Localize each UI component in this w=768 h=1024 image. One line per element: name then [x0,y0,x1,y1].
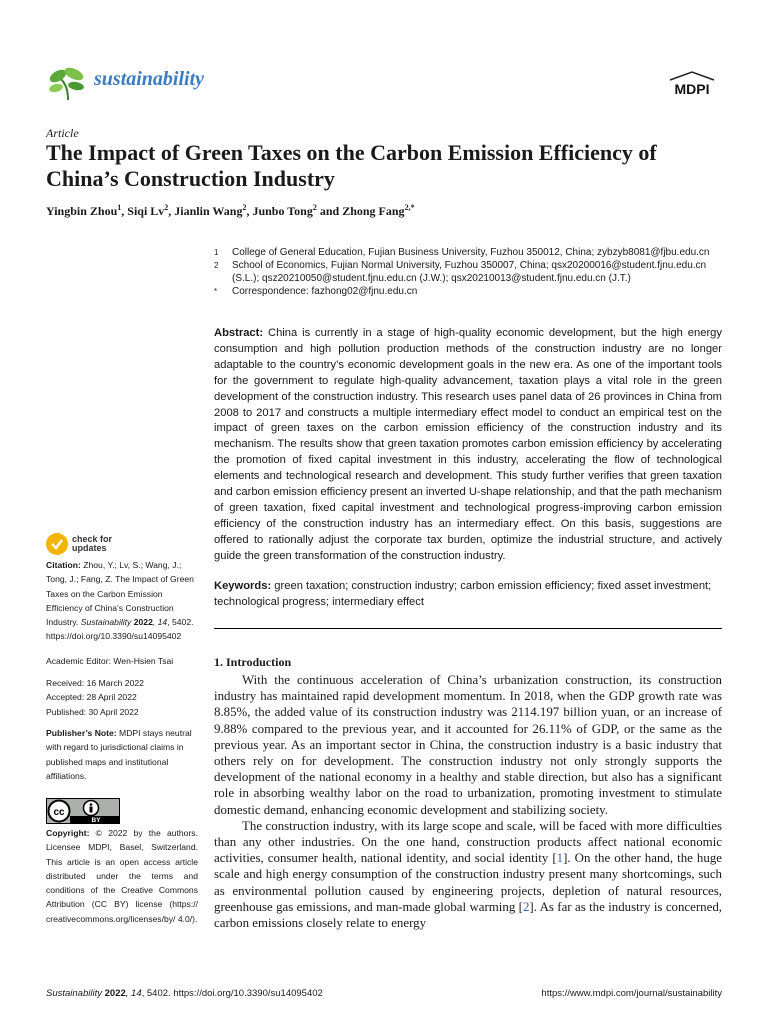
citation-volume: , 14 [152,617,168,628]
dates [46,676,198,719]
affiliations [214,246,734,298]
affiliation-mark: 1 [214,248,219,257]
journal-name[interactable]: sustainability [94,68,205,90]
affiliation-item [214,259,734,285]
abstract-text: China is currently in a stage of high-quality economic development, but the high energy consumption and high pollution production methods of the construction industry are no longer adaptable to the country’s economic development goals in the new era. As one of the important tools for the government to regulate high-quality advancement, taxation plays a vital role in the green development of the construction industry. This research uses panel data of 26 provinces in China from 2008 to 2017 and constructs a multiple intermediary effect model to conduct an empirical test on the impact of green taxes on the carbon emission efficiency of the construction industry and its mechanism. The results show that green taxation promotes carbon emission efficiency by accelerating the promotion of fixed capital investment in this industry, accelerating the flow of technological elements and technological research and development. This study further verifies that green taxation and carbon emission efficiency present an inverted U-shape relationship, and that the path mechanism of green taxation, fixed capital investment and technological progress-improving carbon emission efficiency of the construction industry has an intermediary effect. On this basis, suggestions are offered to rationally adjust the corporate tax burden, optimize the industrial structure, and actively guide the green transformation of the construction industry. [214,327,722,562]
mdpi-logo-text: MDPI [674,81,710,97]
reference-link-2[interactable]: 2 [522,899,530,914]
intro-p2-text-b: ]. On the other hand, the huge scale and high energy consumption of the construction industry present many shortcomings, such as environmental pollution caused by engineering projects, depletion of natural resources, greenhouse gas emissions, and man-made global warming [ [214,851,722,914]
footer-journal: Sustainability [46,988,102,999]
footer-year: 2022 [101,988,126,999]
copyright-notice [46,826,198,926]
article-type: Article [46,126,79,140]
section-heading-introduction: 1. Introduction [214,655,292,669]
citation-year: 2022 [131,617,153,628]
check-for-updates-button[interactable] [46,533,112,555]
publisher-note-label: Publisher’s Note: [46,728,117,738]
affiliation-item [214,285,734,298]
author-name[interactable]: Jianlin Wang [174,204,243,218]
author-affiliation-mark: 2,* [404,203,415,212]
paper-title: The Impact of Green Taxes on the Carbon Emission Efficiency of China’s Construction Industry [46,140,657,191]
intro-p2-text-c: ]. As far as the industry is concerned, carbon emissions closely relate to energy [214,899,722,931]
author-affiliation-mark: 1 [117,203,122,212]
keywords-text: green taxation; construction industry; carbon emission efficiency; fixed asset investment; technological progress; intermediary effect [214,580,712,608]
affiliation-item [214,246,734,259]
citation [46,558,198,644]
intro-p2-text-a: The construction industry, with its large scope and scale, will be faced with more difficulties than any other industries. On the one hand, construction products affect national economic activities, consumer health, national identity, and social identity [ [214,818,722,866]
abstract-label: Abstract: [214,327,264,339]
author-list [46,203,415,219]
received-date: Received: 16 March 2022 [46,678,144,688]
author-separator: and [316,204,343,218]
check-updates-icon [46,533,68,555]
section-divider [214,628,722,629]
citation-doi[interactable]: , 5402. https://doi.org/10.3390/su14095402 [46,617,194,642]
author-affiliation-mark: 2 [312,203,317,212]
author-separator: , [121,204,128,218]
affiliation-mark: 2 [214,261,219,270]
abstract [214,326,722,565]
keywords-label: Keywords: [214,580,272,592]
intro-paragraph-1: With the continuous acceleration of China’s urbanization construction, its construction industry has maintained rapid development momentum. In 2018, when the GDP growth rate was 8.85%, the added value of its construction industry was 2114.197 billion yuan, or an increase of 9.88% compared to the previous year, and it accounted for 26.11% of GDP, or the same as the previous year. As an important sector in China, the construction industry is a basic industry that others rely on for development. The construction industry not only strongly supports the development of the national economy in a healthy and stable direction, but also has a significant role in absorbing wealthy labor on the road to urbanization, promoting investment to stimulate domestic demand, enhancing economic development and stabilizing society. [214,673,722,817]
footer-doi[interactable]: , 5402. https://doi.org/10.3390/su14095402 [141,988,323,999]
citation-journal: Sustainability [80,617,132,628]
published-date: Published: 30 April 2022 [46,706,139,717]
affiliation-mark: * [214,287,218,296]
footer-citation [46,988,323,999]
introduction-body [214,672,722,931]
sustainability-logo-icon [46,62,88,102]
reference-link-1[interactable]: 1 [556,851,564,866]
affiliation-text: School of Economics, Fujian Normal University, Fuzhou 350007, China; qsx20200016@student.fjnu.edu.cn (S.L.); qsz20210050@student.fjnu.edu.cn (J.W.); qsx20210013@student.fjnu.edu.cn (J.T.) [232,260,707,284]
footer-journal-url[interactable]: https://www.mdpi.com/journal/sustainability [541,988,722,999]
affiliation-text: Correspondence: fazhong02@fjnu.edu.cn [232,286,418,297]
check-updates-line2: updates [72,543,107,553]
affiliation-text: College of General Education, Fujian Business University, Fuzhou 350012, China; zybzyb8081@fjbu.edu.cn [232,247,710,258]
cc-badge-text: BY [91,817,101,824]
publisher-note [46,726,198,783]
mdpi-logo-icon[interactable] [664,70,720,98]
author-name[interactable]: Zhong Fang [342,204,405,218]
citation-text: Zhou, Y.; Lv, S.; Wang, J.; Tong, J.; Fang, Z. The Impact of Green Taxes on the Carbon Emission Efficiency of China’s Construction Industry. [46,560,194,628]
footer-volume: , 14 [125,988,142,999]
author-name[interactable]: Siqi Lv [127,204,165,218]
accepted-date: Accepted: 28 April 2022 [46,692,137,703]
intro-paragraph-2 [214,818,722,931]
publisher-note-text: MDPI stays neutral with regard to jurisdictional claims in published maps and institutional affiliations. [46,728,192,781]
svg-text:cc: cc [53,807,65,818]
academic-editor: Academic Editor: Wen-Hsien Tsai [46,656,174,666]
check-updates-line1: check for [72,534,113,544]
copyright-text: © 2022 by the authors. Licensee MDPI, Basel, Switzerland. This article is an open access article distributed under the terms and conditions of the Creative Commons Attribution (CC BY) license (https:// creativecommons.org/licenses/by/ 4.0/). [46,828,198,924]
cc-by-license-icon[interactable] [46,798,120,824]
author-name[interactable]: Yingbin Zhou [46,204,118,218]
author-separator: , [246,204,253,218]
author-name[interactable]: Junbo Tong [252,204,313,218]
citation-label: Citation: [46,560,81,570]
author-affiliation-mark: 2 [242,203,247,212]
author-separator: , [168,204,175,218]
author-affiliation-mark: 2 [164,203,169,212]
keywords [214,578,722,610]
copyright-label: Copyright: [46,828,90,838]
